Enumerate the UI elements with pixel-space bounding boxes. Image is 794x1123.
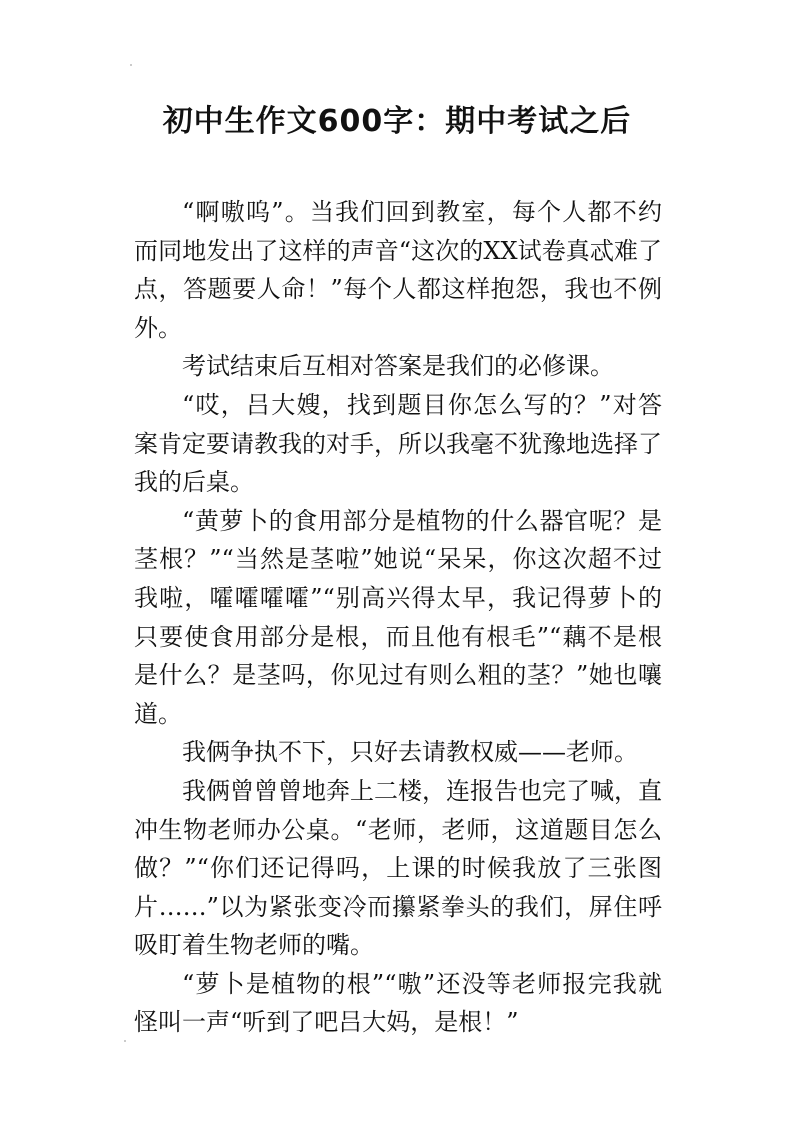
document-body (134, 193, 662, 1042)
paragraph: 考试结束后互相对答案是我们的必修课。 (182, 352, 614, 381)
paragraph: “黄萝卜的食用部分是植物的什么器官呢？是茎根？”“当然是茎啦”她说“呆呆，你这次超不过我啦，嚯嚯嚯嚯”“别高兴得太早，我记得萝卜的只要使食用部分是根，而且他有根毛”“藕不是根是什么？是茎吗，你见过有则么粗的茎？”她也嚷道。 (134, 506, 662, 728)
paragraph: “哎，吕大嫂，找到题目你怎么写的？”对答案肯定要请教我的对手，所以我毫不犹豫地选择了我的后桌。 (134, 390, 662, 497)
paragraph: 我俩曾曾曾地奔上二楼，连报告也完了喊，直冲生物老师办公桌。“老师，老师，这道题目怎么做？”“你们还记得吗，上课的时候我放了三张图片……”以为紧张变冷而攥紧拳头的我们，屏住呼吸盯着生物老师的嘴。 (134, 776, 662, 960)
paragraph: “啊嗷呜”。当我们回到教室，每个人都不约而同地发出了这样的声音“这次的XX试卷真忒难了点，答题要人命！”每个人都这样抱怨，我也不例外。 (134, 198, 662, 342)
scan-speck (124, 1040, 126, 1042)
paragraph: 我俩争执不下，只好去请教权威——老师。 (182, 738, 638, 767)
paragraph: “萝卜是植物的根”“嗷”还没等老师报完我就怪叫一声“听到了吧吕大妈，是根！” (134, 969, 662, 1037)
scan-speck (130, 64, 132, 66)
document-title: 初中生作文600字：期中考试之后 (162, 104, 632, 139)
